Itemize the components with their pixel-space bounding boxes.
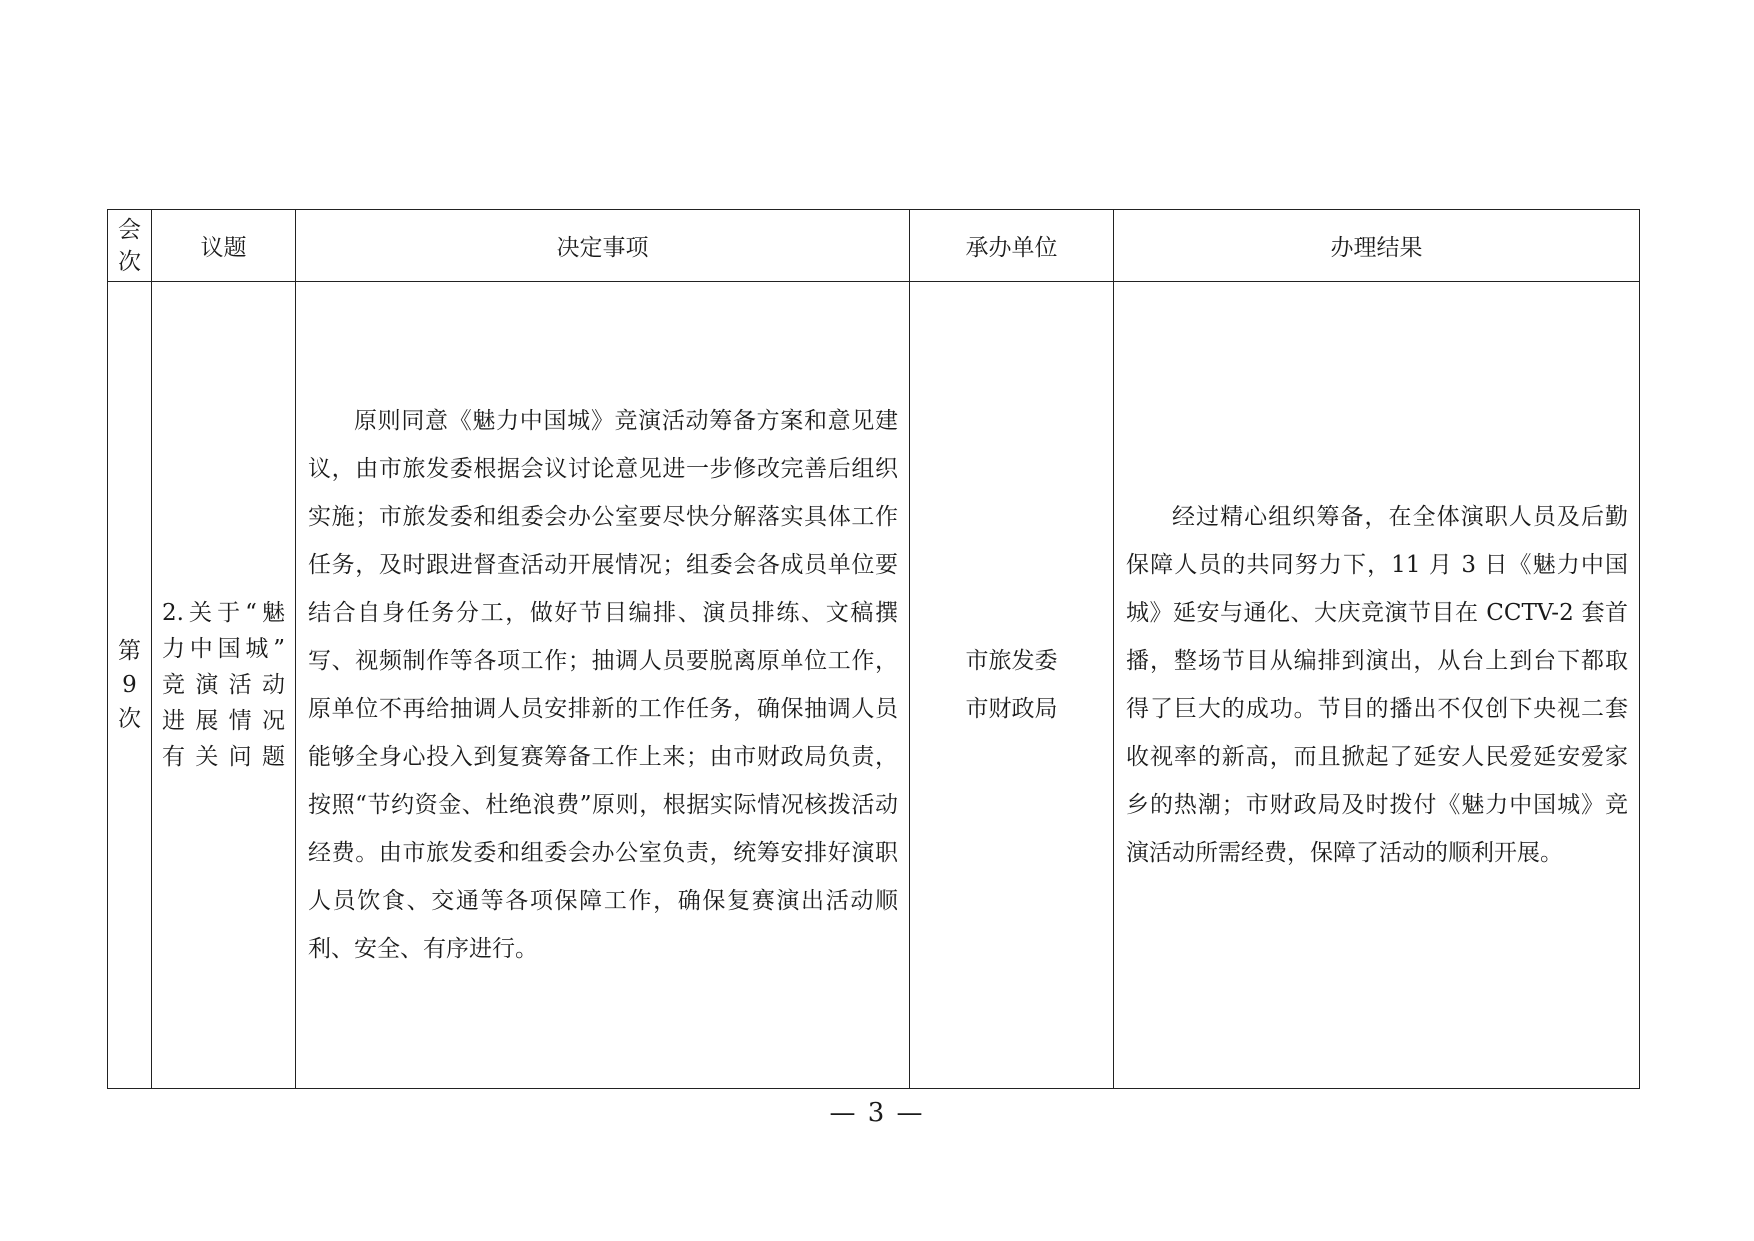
header-unit: 承办单位	[910, 210, 1114, 282]
decision-cell	[296, 282, 910, 1089]
session-line: 第	[118, 638, 141, 664]
topic-line: 竞演活动	[162, 672, 285, 698]
topic-line: 力中国城”	[162, 636, 285, 662]
header-result: 办理结果	[1114, 210, 1640, 282]
header-topic: 议题	[152, 210, 296, 282]
topic-line: 2.关于“魅	[162, 600, 285, 626]
header-session-line2: 次	[118, 248, 141, 275]
result-text: 经过精心组织筹备，在全体演职人员及后勤保障人员的共同努力下，11 月 3 日《魅力中国城》延安与通化、大庆竞演节目在 CCTV-2 套首播，整场节目从编排到演出，从台上到台下都取得了巨大的成功。节目的播出不仅创下央视二套收视率的新高，而且掀起了延安人民爱延安爱家乡的热潮；市财政局及时拨付《魅力中国城》竞演活动所需经费，保障了活动的顺利开展。	[1126, 504, 1628, 866]
header-decision: 决定事项	[296, 210, 910, 282]
header-session	[108, 210, 152, 282]
session-line: 9	[122, 672, 137, 698]
table-header-row	[108, 210, 1640, 282]
unit-cell	[910, 282, 1114, 1089]
session-line: 次	[118, 706, 141, 732]
unit-line: 市旅发委	[965, 648, 1058, 674]
meeting-decisions-table	[107, 209, 1640, 1089]
topic-line: 进展情况	[162, 708, 285, 734]
table-row	[108, 282, 1640, 1089]
topic-line: 有关问题	[162, 744, 285, 770]
session-cell	[108, 282, 152, 1089]
page-number: — 3 —	[829, 1098, 925, 1128]
result-cell	[1114, 282, 1640, 1089]
header-session-line1: 会	[118, 216, 141, 243]
unit-line: 市财政局	[965, 696, 1058, 722]
decision-text: 原则同意《魅力中国城》竞演活动筹备方案和意见建议，由市旅发委根据会议讨论意见进一步修改完善后组织实施；市旅发委和组委会办公室要尽快分解落实具体工作任务，及时跟进督查活动开展情况；组委会各成员单位要结合自身任务分工，做好节目编排、演员排练、文稿撰写、视频制作等各项工作；抽调人员要脱离原单位工作，原单位不再给抽调人员安排新的工作任务，确保抽调人员能够全身心投入到复赛筹备工作上来；由市财政局负责，按照“节约资金、杜绝浪费”原则，根据实际情况核拨活动经费。由市旅发委和组委会办公室负责，统筹安排好演职人员饮食、交通等各项保障工作，确保复赛演出活动顺利、安全、有序进行。	[308, 408, 898, 962]
topic-cell	[152, 282, 296, 1089]
